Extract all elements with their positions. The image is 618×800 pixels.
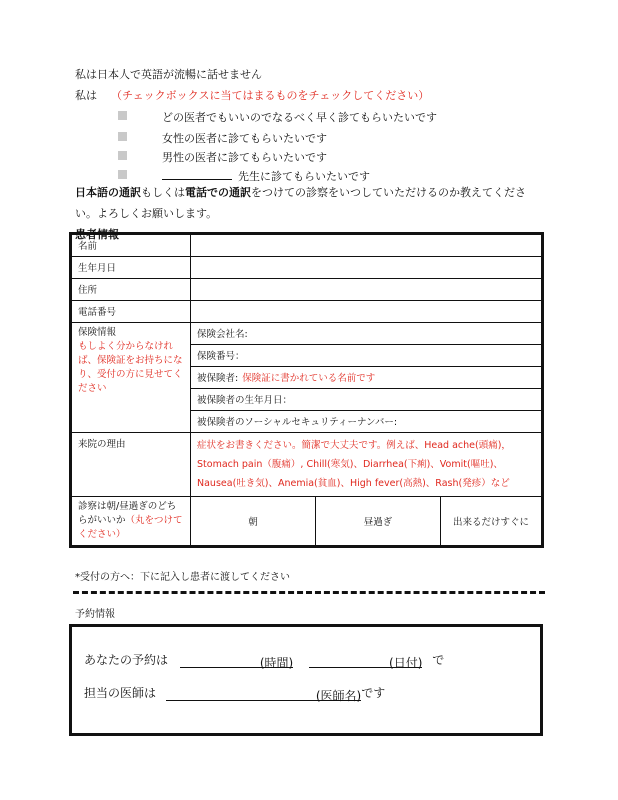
checkbox-any-doctor[interactable] (118, 111, 127, 120)
insurance-number-field[interactable]: 保険番号： (191, 345, 543, 367)
checkbox-male-doctor[interactable] (118, 151, 127, 160)
insured-label: 被保険者: (197, 373, 239, 384)
request-part-2: もしくは (141, 186, 185, 199)
time-note: （丸をつけてください） (78, 515, 183, 540)
time-option-asap[interactable]: 出来るだけすぐに (441, 497, 543, 547)
doctor-unit-label: (医師名) (315, 689, 362, 703)
checkbox-specific-doctor[interactable] (118, 170, 127, 179)
appointment-title: 予約情報 (75, 609, 115, 620)
appointment-prefix: あなたの予約は (84, 653, 169, 667)
name-field[interactable] (191, 234, 543, 257)
address-field[interactable] (191, 279, 543, 301)
appointment-line-2 (84, 684, 385, 701)
phone-field[interactable] (191, 301, 543, 323)
doctor-prefix: 担当の医師は (84, 686, 157, 700)
time-option-afternoon[interactable]: 昼過ぎ (316, 497, 441, 547)
reason-label: 来院の理由 (71, 433, 191, 497)
request-part-3: 電話での通訳 (185, 186, 251, 199)
insured-ssn-field[interactable]: 被保険者のソーシャルセキュリティーナンバー: (191, 411, 543, 433)
doctor-suffix: です (361, 686, 386, 700)
reason-field[interactable]: 症状をお書きください。簡潔で大丈夫です。例えば、Head ache(頭痛)，Stomach pain（腹痛）, Chill(寒気)、Diarrhea(下痢)、Vomit(嘔吐)、Nausea(吐き気)、Anemia(貧血)、High fever(高熱)、Rash(発疹）など (191, 433, 543, 497)
time-blank[interactable] (180, 654, 260, 668)
time-option-morning[interactable]: 朝 (191, 497, 316, 547)
request-part-4: をつけての診察をいつしていただけるのか教えてください。よろしくお願いします。 (75, 186, 526, 220)
request-part-1: 日本語の通訳 (75, 186, 141, 199)
dob-field[interactable] (191, 257, 543, 279)
doctor-name-blank[interactable] (162, 170, 232, 180)
cut-line-divider (73, 591, 545, 594)
option-label: 男性の医者に診てもらいたいです (162, 151, 327, 164)
date-blank[interactable] (309, 654, 389, 668)
staff-note: *受付の方へ：下に記入し患者に渡してください (75, 572, 290, 583)
checkbox-female-doctor[interactable] (118, 132, 127, 141)
date-unit-label: (日付) (389, 656, 423, 670)
time-label: 診察は朝/昼過ぎのどちらがいいか (78, 501, 177, 526)
patient-info-table (69, 232, 544, 548)
insured-field[interactable] (191, 367, 543, 389)
checkbox-instruction: （チェックボックスに当てはまるものをチェックしてください） (111, 89, 430, 102)
insurance-label: 保険情報 (78, 327, 117, 338)
time-unit-label: (時間) (259, 656, 294, 670)
patient-section-title: 患者情報 (75, 228, 119, 241)
insurance-company-field[interactable]: 保険会社名: (191, 323, 543, 345)
option-label: どの医者でもいいのでなるべく早く診てもらいたいです (162, 111, 437, 124)
time-label-cell (71, 497, 191, 547)
option-label: 女性の医者に診てもらいたいです (162, 132, 327, 145)
option-label-text: 先生に診てもらいたいです (238, 170, 370, 183)
intro-prefix: 私は (75, 89, 97, 102)
phone-label: 電話番号 (71, 301, 191, 323)
address-label: 住所 (71, 279, 191, 301)
appointment-line-1 (84, 651, 444, 668)
name-label: 名前 (71, 234, 191, 257)
intro-line-1: 私は日本人で英語が流暢に話せません (75, 68, 262, 81)
insurance-label-cell (71, 323, 191, 433)
insurance-note: もしよく分からなければ、保険証をお持ちになり、受付の方に見せてください (78, 341, 183, 394)
appointment-suffix: で (432, 653, 445, 667)
insured-note: 保険証に書かれている名前です (242, 373, 376, 384)
intro-line-2 (75, 87, 429, 103)
insured-dob-field[interactable]: 被保険者の生年月日： (191, 389, 543, 411)
doctor-blank[interactable] (166, 687, 316, 701)
dob-label: 生年月日 (71, 257, 191, 279)
appointment-box (69, 624, 543, 736)
